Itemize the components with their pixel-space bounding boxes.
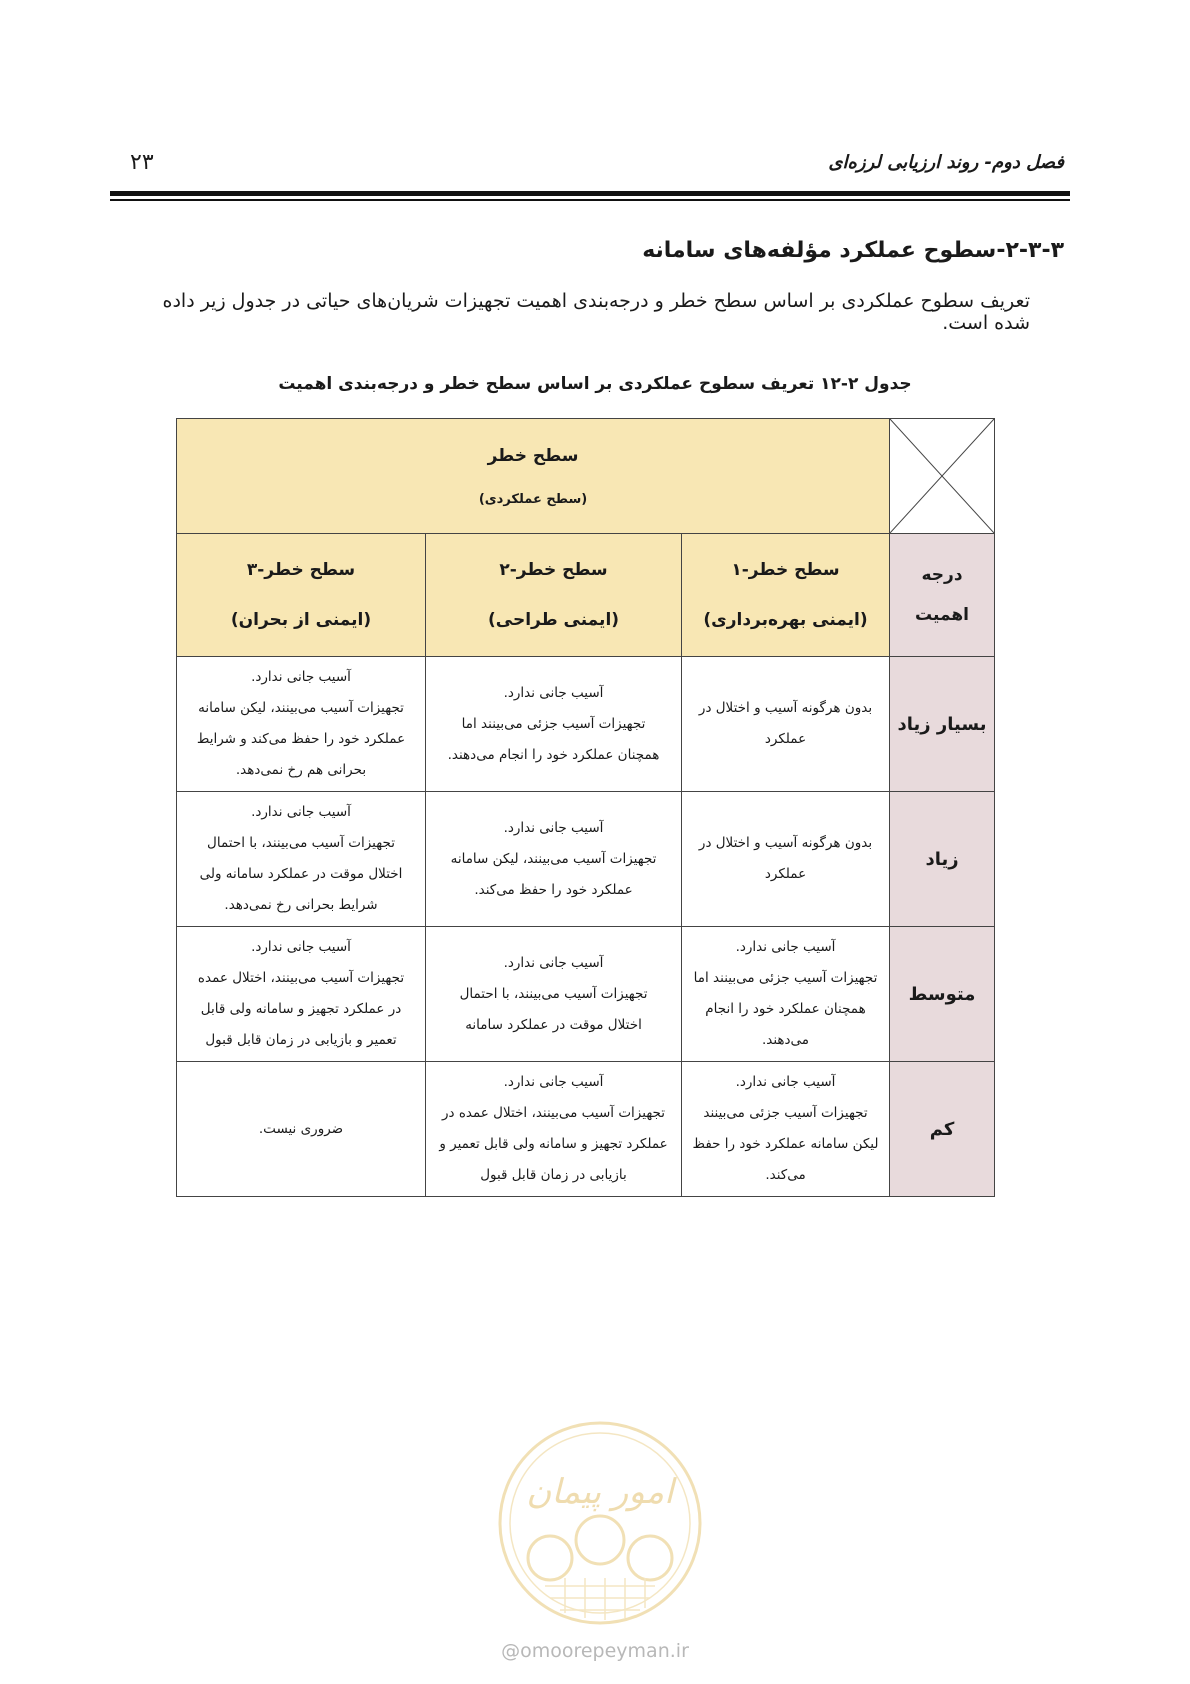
cell-text-line: می‌کند. <box>765 1167 806 1183</box>
performance-cell-level-1 <box>682 1062 890 1197</box>
table-body <box>177 657 995 1197</box>
performance-cell-level-3 <box>177 657 426 792</box>
cell-text-line: اختلال موقت در عملکرد سامانه ولی <box>199 866 403 882</box>
performance-cell-level-1 <box>682 927 890 1062</box>
cell-text-line: لیکن سامانه عملکرد خود را حفظ <box>692 1136 879 1152</box>
table-row <box>177 927 995 1062</box>
performance-cell-level-2 <box>426 657 682 792</box>
cell-text-line: ضروری نیست. <box>258 1120 344 1137</box>
cell-text-line: عملکرد <box>764 731 807 747</box>
svg-text:امور پیمان: امور پیمان <box>526 1472 674 1512</box>
watermark-url: @omoorepeyman.ir <box>501 1640 689 1662</box>
cell-text-line: تجهیزات آسیب می‌بینند، لیکن سامانه <box>450 850 657 867</box>
table-row <box>177 1062 995 1197</box>
importance-header <box>890 534 995 657</box>
performance-cell-level-3 <box>177 1062 426 1197</box>
cell-text-line: آسیب جانی ندارد. <box>503 819 604 836</box>
cell-text-line: آسیب جانی ندارد. <box>735 939 836 955</box>
level-title: سطح خطر-۱ <box>731 560 840 580</box>
cell-text-line: بدون هرگونه آسیب و اختلال در <box>698 835 873 851</box>
performance-cell-level-2 <box>426 927 682 1062</box>
level-header-3 <box>177 534 426 657</box>
importance-header-line2: اهمیت <box>915 605 969 625</box>
importance-label: زیاد <box>890 792 995 927</box>
watermark-logo <box>495 1418 705 1628</box>
cell-text-line: در عملکرد تجهیز و سامانه ولی قابل <box>200 1001 402 1017</box>
cell-text-line: آسیب جانی ندارد. <box>251 939 351 955</box>
cell-text-line: آسیب جانی ندارد. <box>503 1074 604 1090</box>
cell-text-line: آسیب جانی ندارد. <box>251 804 351 820</box>
seal-icon <box>495 1418 705 1628</box>
cell-text-line: بازیابی در زمان قابل قبول <box>480 1167 627 1183</box>
cell-text-line: آسیب جانی ندارد. <box>503 684 604 701</box>
cell-text-line: تجهیزات آسیب می‌بینند، لیکن سامانه <box>198 700 404 716</box>
cell-text-line: تجهیزات آسیب جزئی می‌بینند <box>703 1105 868 1121</box>
cell-text-line: آسیب جانی ندارد. <box>735 1074 836 1090</box>
performance-cell-level-1 <box>682 792 890 927</box>
cell-text-line: تجهیزات آسیب می‌بینند، اختلال عمده در <box>442 1105 666 1121</box>
header-rule-thick <box>110 191 1070 196</box>
table-caption: جدول ۲-۱۲ تعریف سطوح عملکردی بر اساس سطح خطر و درجه‌بندی اهمیت <box>278 374 912 394</box>
cell-text-line: تجهیزات آسیب می‌بینند، با احتمال <box>207 835 395 851</box>
performance-cell-level-2 <box>426 792 682 927</box>
page-number: ۲۳ <box>130 150 154 175</box>
importance-header-line1: درجه <box>921 565 963 585</box>
cell-text-line: می‌دهند. <box>761 1032 810 1048</box>
performance-cell-level-2 <box>426 1062 682 1197</box>
cell-text-line: تجهیزات آسیب می‌بینند، با احتمال <box>459 985 648 1002</box>
cell-text-line: شرایط بحرانی رخ نمی‌دهد. <box>224 897 378 913</box>
cell-text-line: همچنان عملکرد خود را انجام <box>705 1001 866 1017</box>
intro-paragraph: تعریف سطوح عملکردی بر اساس سطح خطر و درجه‌بندی اهمیت تجهیزات شریان‌های حیاتی در جدول زیر داده شده است. <box>162 290 1030 334</box>
importance-label: متوسط <box>890 927 995 1062</box>
cell-text-line: اختلال موقت در عملکرد سامانه <box>465 1016 642 1033</box>
risk-level-title: سطح خطر <box>487 445 579 466</box>
performance-cell-level-3 <box>177 792 426 927</box>
cell-text-line: عملکرد خود را حفظ می‌کند و شرایط <box>196 731 406 747</box>
performance-cell-level-3 <box>177 927 426 1062</box>
table-header-row <box>177 419 995 534</box>
level-header-2 <box>426 534 682 657</box>
level-subtitle: (ایمنی بهره‌برداری) <box>703 610 868 630</box>
cell-text-line: تجهیزات آسیب می‌بینند، اختلال عمده <box>197 970 405 986</box>
performance-cell-level-1 <box>682 657 890 792</box>
performance-levels-table <box>176 418 995 1197</box>
cross-diagonal-icon <box>890 419 994 533</box>
level-title: سطح خطر-۲ <box>499 560 608 580</box>
level-header-row <box>177 534 995 657</box>
cell-text-line: همچنان عملکرد خود را انجام می‌دهند. <box>447 746 660 763</box>
level-header-1 <box>682 534 890 657</box>
level-subtitle: (ایمنی از بحران) <box>230 610 372 630</box>
cell-text-line: عملکرد تجهیز و سامانه ولی قابل تعمیر و <box>439 1136 668 1152</box>
diagonal-corner-cell <box>890 419 995 534</box>
chapter-title: فصل دوم- روند ارزیابی لرزه‌ای <box>828 152 1064 173</box>
level-title: سطح خطر-۳ <box>246 560 356 580</box>
section-heading: ۲-۳-۳-سطوح عملکرد مؤلفه‌های سامانه <box>642 238 1064 263</box>
risk-level-subtitle: (سطح عملکردی) <box>478 491 588 507</box>
cell-text-line: تجهیزات آسیب جزئی می‌بینند اما <box>461 715 646 732</box>
cell-text-line: تجهیزات آسیب جزئی می‌بینند اما <box>693 970 878 986</box>
cell-text-line: بدون هرگونه آسیب و اختلال در <box>698 700 873 716</box>
table-row <box>177 792 995 927</box>
importance-label: کم <box>890 1062 995 1197</box>
cell-text-line: عملکرد خود را حفظ می‌کند. <box>474 881 633 898</box>
cell-text-line: آسیب جانی ندارد. <box>251 669 351 685</box>
risk-level-header <box>177 419 890 534</box>
importance-label: بسیار زیاد <box>890 657 995 792</box>
level-subtitle: (ایمنی طراحی) <box>487 610 620 630</box>
cell-text-line: آسیب جانی ندارد. <box>503 954 604 971</box>
cell-text-line: بحرانی هم رخ نمی‌دهد. <box>235 762 367 778</box>
table-row <box>177 657 995 792</box>
cell-text-line: تعمیر و بازیابی در زمان قابل قبول <box>205 1032 397 1048</box>
cell-text-line: عملکرد <box>764 866 807 882</box>
header-rule-thin <box>110 199 1070 201</box>
